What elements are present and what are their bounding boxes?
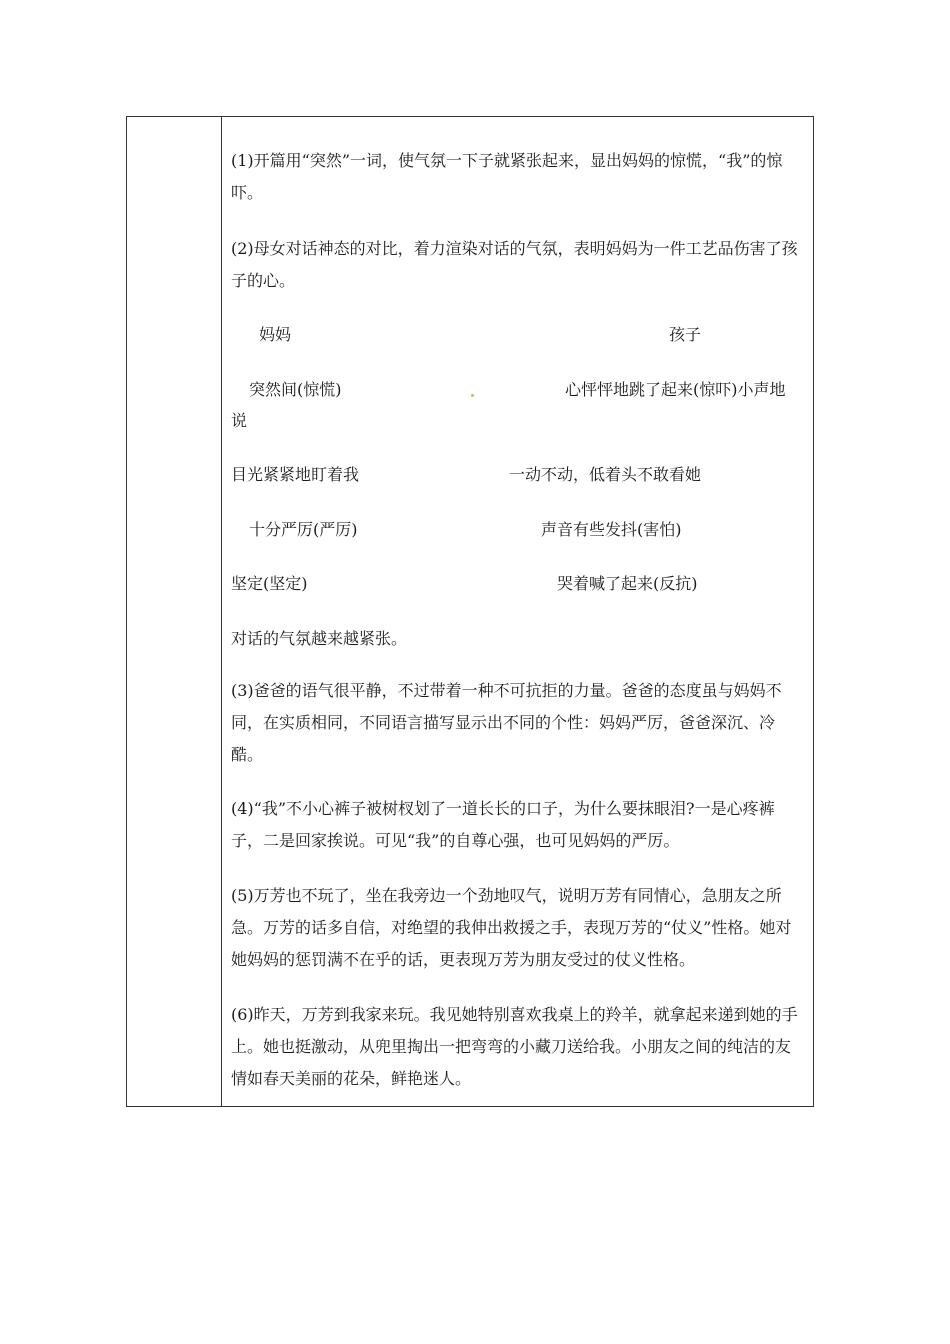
contrast-left: 坚定(坚定) bbox=[231, 574, 308, 593]
contrast-row bbox=[231, 374, 801, 406]
paragraph-4: (4)“我”不小心裤子被树杈划了一道长长的口子，为什么要抹眼泪?一是心疼裤子，二是回家挨说。可见“我”的自尊心强，也可见妈妈的严厉。 bbox=[231, 799, 775, 850]
paragraph-5: (5)万芳也不玩了，坐在我旁边一个劲地叹气，说明万芳有同情心，急朋友之所急。万芳的话多自信，对绝望的我伸出救援之手，表现万芳的“仗义”性格。她对她妈妈的惩罚满不在乎的话，更表现万芳为朋友受过的仗义性格。 bbox=[231, 886, 792, 969]
paragraph-2: (2)母女对话神态的对比，着力渲染对话的气氛，表明妈妈为一件工艺品伤害了孩子的心。 bbox=[231, 239, 798, 290]
paragraph-1: (1)开篇用“突然”一词，使气氛一下子就紧张起来，显出妈妈的惊慌，“我”的惊吓。 bbox=[231, 151, 783, 202]
contrast-right: 声音有些发抖(害怕) bbox=[541, 520, 682, 539]
document-table bbox=[126, 116, 814, 1107]
contrast-right: 哭着喊了起来(反抗) bbox=[557, 574, 698, 593]
contrast-right: 心怦怦地跳了起来(惊吓)小声地 bbox=[565, 380, 786, 399]
contrast-row bbox=[231, 568, 801, 600]
mother-header: 妈妈 bbox=[259, 325, 292, 344]
contrast-row bbox=[231, 459, 801, 491]
contrast-right: 一动不动，低着头不敢看她 bbox=[509, 465, 702, 484]
speck-mark bbox=[471, 394, 474, 397]
contrast-header-row bbox=[231, 319, 801, 351]
contrast-row bbox=[231, 405, 801, 437]
contrast-left: 突然间(惊慌) bbox=[249, 380, 342, 399]
contrast-left: 十分严厉(严厉) bbox=[249, 520, 358, 539]
contrast-left: 说 bbox=[231, 411, 248, 430]
contrast-row bbox=[231, 514, 801, 546]
paragraph-3: (3)爸爸的语气很平静，不过带着一种不可抗拒的力量。爸爸的态度虽与妈妈不同，在实质相同，不同语言描写显示出不同的个性：妈妈严厉，爸爸深沉、冷酷。 bbox=[231, 681, 782, 764]
contrast-left: 目光紧紧地盯着我 bbox=[231, 465, 360, 484]
paragraph-6: (6)昨天，万芳到我家来玩。我见她特别喜欢我桌上的羚羊，就拿起来递到她的手上。她也挺激动，从兜里掏出一把弯弯的小藏刀送给我。小朋友之间的纯洁的友情如春天美丽的花朵，鲜艳迷人。 bbox=[231, 1005, 798, 1088]
child-header: 孩子 bbox=[669, 325, 702, 344]
column-divider bbox=[221, 117, 222, 1106]
summary-line: 对话的气氛越来越紧张。 bbox=[231, 629, 408, 648]
